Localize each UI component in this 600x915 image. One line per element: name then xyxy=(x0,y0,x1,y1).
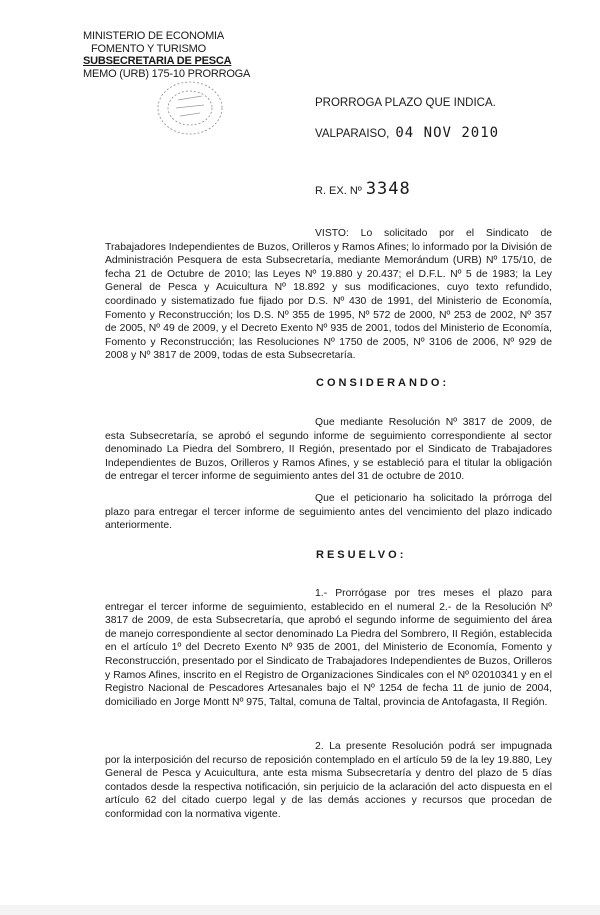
place-date xyxy=(315,125,499,141)
resolution-number xyxy=(315,179,411,199)
considerando-heading: CONSIDERANDO: xyxy=(316,377,450,389)
visto-paragraph: VISTO: Lo solicitado por el Sindicato de Trabajadores Independientes de Buzos, Orilleros y Ramos Afines; lo informado por la División de Administración Pesquera de esta Subsecretaría, mediante Memorándum (URB) Nº 175/10, de fecha 21 de Octubre de 2010; las Leyes Nº 19.880 y 20.437; el D.F.L. Nº 5 de 1983; la Ley General de Pesca y Acuicultura Nº 18.892 y sus modificaciones, cuyo texto refundido, coordinado y sistematizado fue fijado por D.S. Nº 430 de 1991, del Ministerio de Economía, Fomento y Reconstrucción; los D.S. Nº 355 de 1995, Nº 572 de 2000, Nº 253 de 2002, Nº 357 de 2005, Nº 49 de 2009, y el Decreto Exento Nº 935 de 2001, todos del Ministerio de Economía, Fomento y Reconstrucción; las Resoluciones Nº 1750 de 2005, Nº 3106 de 2006, Nº 929 de 2008 y Nº 3817 de 2009, todas de esta Subsecretaría. xyxy=(105,228,552,362)
resuelvo-heading: RESUELVO: xyxy=(316,549,407,561)
ministry-line-1: MINISTERIO DE ECONOMIA xyxy=(83,30,225,42)
resuelvo-paragraph-1: 1.- Prorrógase por tres meses el plazo para entregar el tercer informe de seguimiento, establecido en el numeral 2.- de la Resolución Nº 3817 de 2009, de esta Subsecretaría, que aprobó el segundo informe de seguimiento del área de manejo correspondiente al sector denominado La Piedra del Sombrero, II Región, establecida en el artículo 1º del Decreto Exento Nº 935 de 2001, del Ministerio de Economía, Fomento y Reconstrucción, presentado por el Sindicato de Trabajadores Independientes de Buzos, Orilleros y Ramos Afines, inscrito en el Registro de Organizaciones Sindicales con el Nº 02010341 y en el Registro Nacional de Pescadores Artesanales bajo el Nº 1254 de fecha 11 de junio de 2004, domiciliado en Jorge Montt Nº 975, Taltal, comuna de Taltal, provincia de Antofagasta, II Región. xyxy=(105,588,552,708)
resolution-label: R. EX. Nº xyxy=(315,185,362,197)
seal-stamp xyxy=(150,78,260,148)
considerando-paragraph-2: Que el peticionario ha solicitado la prórroga del plazo para entregar el tercer informe de seguimiento antes del vencimiento del plazo indicado anteriormente. xyxy=(105,493,552,532)
memo-line: MEMO (URB) 175-10 PRORROGA xyxy=(83,67,251,80)
resolution-handwritten-number: 3348 xyxy=(365,179,411,199)
city-label: VALPARAISO, xyxy=(315,128,390,140)
letterhead xyxy=(83,30,250,80)
reference-subject: PRORROGA PLAZO QUE INDICA. xyxy=(315,97,496,109)
ministry-line-2: FOMENTO Y TURISMO xyxy=(91,42,206,55)
scan-bottom-edge xyxy=(0,905,600,915)
subsecretaria-line: SUBSECRETARIA DE PESCA xyxy=(83,55,232,67)
date-stamp: 04 NOV 2010 xyxy=(395,125,500,141)
resuelvo-paragraph-2: 2. La presente Resolución podrá ser impugnada por la interposición del recurso de reposición contemplado en el artículo 59 de la ley 19.880, Ley General de Pesca y Acuicultura, ante esta misma Subsecretaría y dentro del plazo de 5 días contados desde la respectiva notificación, sin perjuicio de la aclaración del acto dispuesta en el artículo 62 del citado cuerpo legal y de las demás acciones y recursos que procedan de conformidad con la normativa vigente. xyxy=(105,741,552,820)
considerando-paragraph-1: Que mediante Resolución Nº 3817 de 2009, de esta Subsecretaría, se aprobó el segundo informe de seguimiento correspondiente al sector denominado La Piedra del Sombrero, II Región, presentado por el Sindicato de Trabajadores Independientes de Buzos, Orilleros y Ramos Afines, y se estableció para el titular la obligación de entregar el tercer informe de seguimiento antes del 31 de octubre de 2010. xyxy=(105,417,552,483)
